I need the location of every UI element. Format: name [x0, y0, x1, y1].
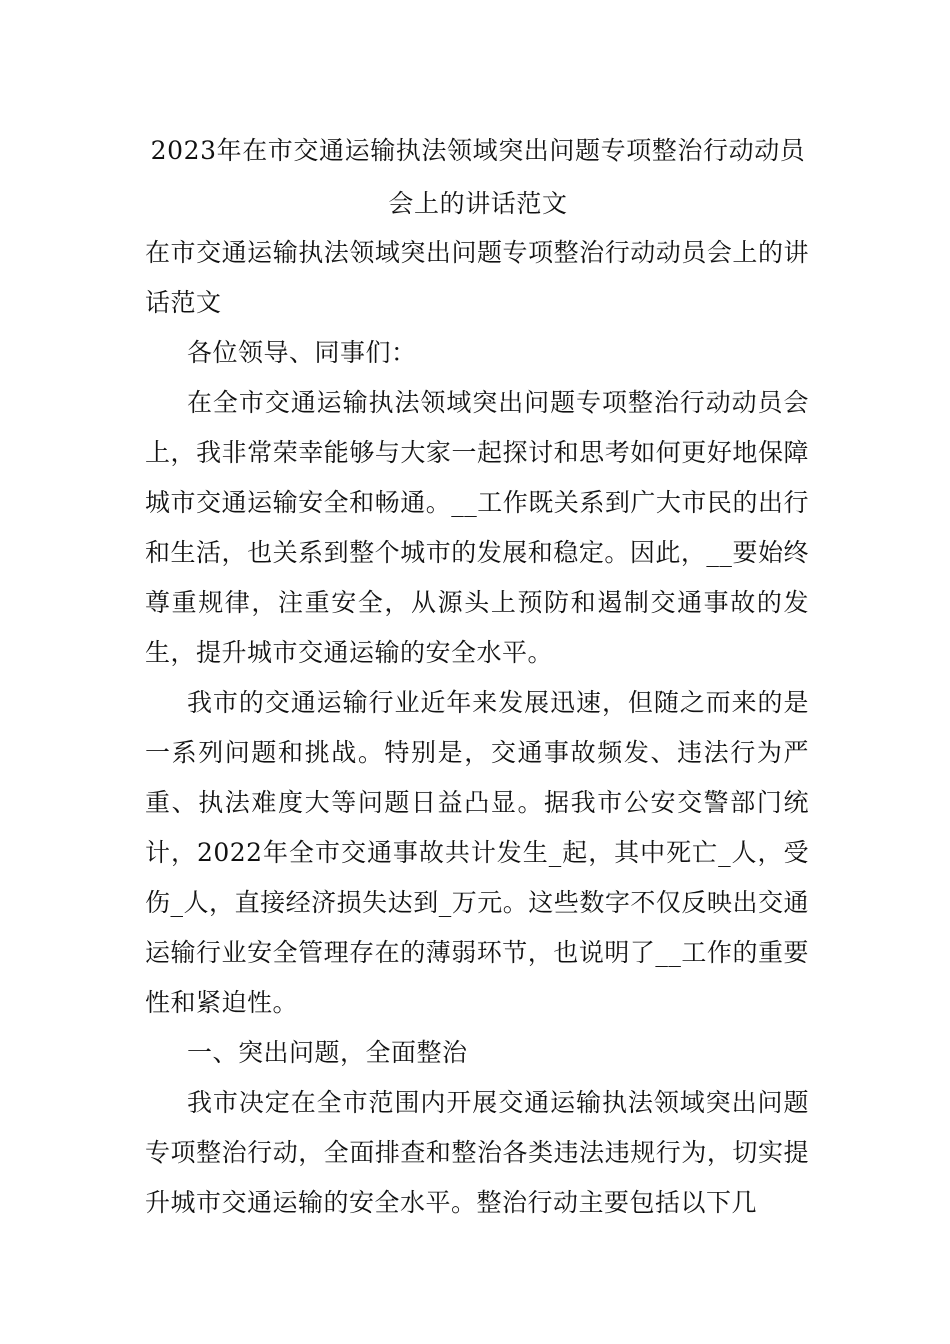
- greeting: 各位领导、同事们：: [187, 338, 417, 367]
- document-title: 2023年在市交通运输执法领域突出问题专项整治行动动员会上的讲话范文: [150, 136, 806, 218]
- paragraph-2: 我市的交通运输行业近年来发展迅速，但随之而来的是一系列问题和挑战。特别是，交通事故频发、违法行为严重、执法难度大等问题日益凸显。据我市公安交警部门统计，2022年全市交通事故共计发生_起，其中死亡_人，受伤_人，直接经济损失达到_万元。这些数字不仅反映出交通运输行业安全管理存在的薄弱环节，也说明了__工作的重要性和紧迫性。: [145, 688, 810, 1017]
- document-body: [145, 228, 809, 1228]
- paragraph-1: 在全市交通运输执法领域突出问题专项整治行动动员会上，我非常荣幸能够与大家一起探讨和思考如何更好地保障城市交通运输安全和畅通。__工作既关系到广大市民的出行和生活，也关系到整个城市的发展和稳定。因此，__要始终尊重规律，注重安全，从源头上预防和遏制交通事故的发生，提升城市交通运输的安全水平。: [145, 388, 809, 667]
- document-subtitle: 在市交通运输执法领域突出问题专项整治行动动员会上的讲话范文: [145, 238, 809, 317]
- section-paragraph: 我市决定在全市范围内开展交通运输执法领域突出问题专项整治行动，全面排查和整治各类违法违规行为，切实提升城市交通运输的安全水平。整治行动主要包括以下几: [145, 1088, 809, 1217]
- section-heading: 一、突出问题，全面整治: [187, 1038, 468, 1067]
